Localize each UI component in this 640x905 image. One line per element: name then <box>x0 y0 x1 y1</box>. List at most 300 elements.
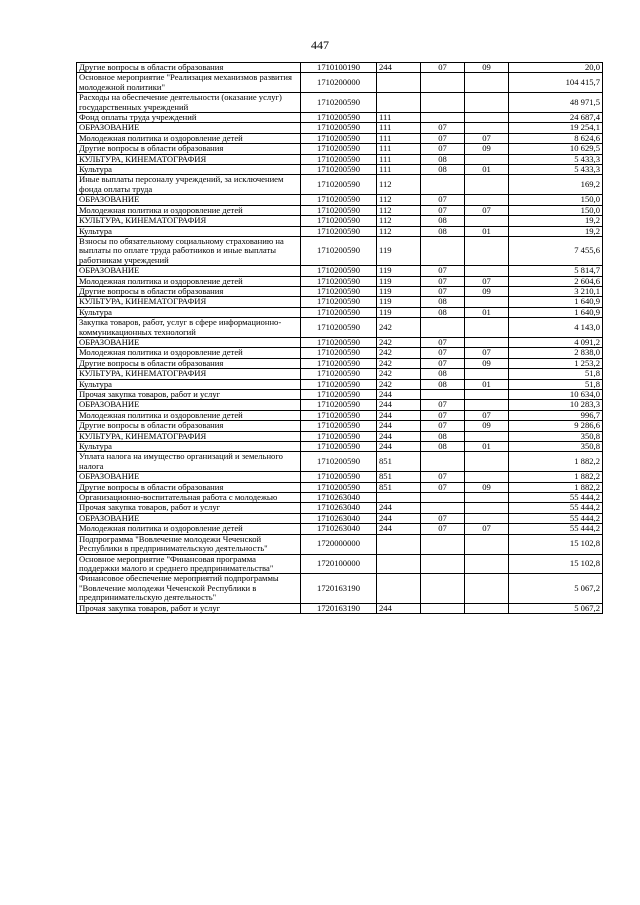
cell-section: 08 <box>421 442 465 452</box>
cell-subsection: 07 <box>465 276 509 286</box>
budget-table <box>76 62 603 614</box>
cell-target-code: 1710200590 <box>301 216 377 226</box>
cell-name: Финансовое обеспечение мероприятий подпрограммы "Вовлечение молодежи Чеченской Республики в предпринимательскую деятельность" <box>77 574 301 603</box>
table-row <box>77 603 603 613</box>
table-row <box>77 524 603 534</box>
cell-target-code: 1710200590 <box>301 123 377 133</box>
cell-amount: 7 455,6 <box>509 236 603 265</box>
cell-name: ОБРАЗОВАНИЕ <box>77 472 301 482</box>
cell-subsection: 09 <box>465 482 509 492</box>
cell-subsection: 01 <box>465 226 509 236</box>
cell-section <box>421 603 465 613</box>
cell-expense-type: 244 <box>377 503 421 513</box>
cell-amount: 350,8 <box>509 442 603 452</box>
cell-name: Подпрограмма "Вовлечение молодежи Чеченской Республики в предпринимательскую деятельность" <box>77 534 301 554</box>
table-row <box>77 452 603 472</box>
table-row <box>77 358 603 368</box>
cell-expense-type: 111 <box>377 165 421 175</box>
page-number: 447 <box>311 38 329 52</box>
cell-amount: 55 444,2 <box>509 524 603 534</box>
cell-name: КУЛЬТУРА, КИНЕМАТОГРАФИЯ <box>77 369 301 379</box>
cell-name: ОБРАЗОВАНИЕ <box>77 400 301 410</box>
budget-table-body <box>77 63 603 614</box>
cell-name: Закупка товаров, работ, услуг в сфере информационно-коммуникационных технологий <box>77 318 301 338</box>
cell-subsection <box>465 400 509 410</box>
cell-name: Другие вопросы в области образования <box>77 421 301 431</box>
table-row <box>77 379 603 389</box>
table-row <box>77 226 603 236</box>
cell-subsection <box>465 175 509 195</box>
cell-name: Иные выплаты персоналу учреждений, за исключением фонда оплаты труда <box>77 175 301 195</box>
cell-amount: 19,2 <box>509 216 603 226</box>
cell-expense-type: 244 <box>377 63 421 73</box>
cell-amount: 1 882,2 <box>509 472 603 482</box>
cell-name: Культура <box>77 165 301 175</box>
cell-subsection <box>465 534 509 554</box>
cell-subsection: 01 <box>465 442 509 452</box>
cell-subsection <box>465 216 509 226</box>
cell-section <box>421 113 465 123</box>
cell-target-code: 1710200590 <box>301 226 377 236</box>
cell-expense-type: 111 <box>377 154 421 164</box>
cell-amount: 4 091,2 <box>509 337 603 347</box>
cell-name: Фонд оплаты труда учреждений <box>77 113 301 123</box>
cell-target-code: 1710200590 <box>301 144 377 154</box>
cell-target-code: 1710200590 <box>301 358 377 368</box>
table-row <box>77 266 603 276</box>
cell-expense-type: 111 <box>377 123 421 133</box>
cell-subsection <box>465 493 509 503</box>
cell-amount: 55 444,2 <box>509 503 603 513</box>
cell-amount: 1 882,2 <box>509 482 603 492</box>
cell-subsection: 01 <box>465 307 509 317</box>
cell-subsection <box>465 154 509 164</box>
cell-section <box>421 73 465 93</box>
cell-section: 07 <box>421 524 465 534</box>
table-row <box>77 348 603 358</box>
cell-amount: 4 143,0 <box>509 318 603 338</box>
cell-name: Молодежная политика и оздоровление детей <box>77 410 301 420</box>
cell-name: Основное мероприятие "Финансовая программа поддержки малого и среднего предпринимательства" <box>77 554 301 574</box>
cell-amount: 10 629,5 <box>509 144 603 154</box>
cell-subsection <box>465 574 509 603</box>
cell-amount: 55 444,2 <box>509 513 603 523</box>
cell-target-code: 1710200590 <box>301 379 377 389</box>
cell-subsection <box>465 503 509 513</box>
cell-name: Прочая закупка товаров, работ и услуг <box>77 603 301 613</box>
cell-section <box>421 554 465 574</box>
cell-expense-type: 242 <box>377 337 421 347</box>
cell-amount: 150,0 <box>509 195 603 205</box>
cell-subsection <box>465 390 509 400</box>
cell-section <box>421 503 465 513</box>
cell-amount: 48 971,5 <box>509 93 603 113</box>
table-row <box>77 236 603 265</box>
cell-expense-type: 244 <box>377 513 421 523</box>
table-row <box>77 369 603 379</box>
cell-amount: 5 433,3 <box>509 154 603 164</box>
table-row <box>77 286 603 296</box>
cell-subsection: 09 <box>465 63 509 73</box>
cell-target-code: 1710263040 <box>301 513 377 523</box>
cell-name: Другие вопросы в области образования <box>77 358 301 368</box>
cell-amount: 1 882,2 <box>509 452 603 472</box>
table-row <box>77 503 603 513</box>
cell-section <box>421 390 465 400</box>
table-row <box>77 276 603 286</box>
cell-target-code: 1710100190 <box>301 63 377 73</box>
cell-section: 07 <box>421 195 465 205</box>
table-row <box>77 337 603 347</box>
cell-amount: 5 433,3 <box>509 165 603 175</box>
table-row <box>77 63 603 73</box>
cell-name: Уплата налога на имущество организаций и земельного налога <box>77 452 301 472</box>
cell-target-code: 1710200590 <box>301 337 377 347</box>
cell-amount: 5 814,7 <box>509 266 603 276</box>
table-row <box>77 175 603 195</box>
cell-name: Другие вопросы в области образования <box>77 63 301 73</box>
cell-section <box>421 493 465 503</box>
table-row <box>77 390 603 400</box>
cell-name: КУЛЬТУРА, КИНЕМАТОГРАФИЯ <box>77 154 301 164</box>
cell-amount: 3 210,1 <box>509 286 603 296</box>
cell-name: ОБРАЗОВАНИЕ <box>77 266 301 276</box>
table-row <box>77 410 603 420</box>
table-row <box>77 442 603 452</box>
cell-amount: 996,7 <box>509 410 603 420</box>
cell-name: Молодежная политика и оздоровление детей <box>77 348 301 358</box>
cell-target-code: 1710200590 <box>301 390 377 400</box>
cell-section <box>421 93 465 113</box>
cell-expense-type: 119 <box>377 297 421 307</box>
cell-subsection <box>465 73 509 93</box>
cell-subsection <box>465 513 509 523</box>
cell-target-code: 1710200590 <box>301 236 377 265</box>
cell-amount: 2 838,0 <box>509 348 603 358</box>
cell-target-code: 1710200590 <box>301 133 377 143</box>
table-row <box>77 513 603 523</box>
cell-name: ОБРАЗОВАНИЕ <box>77 513 301 523</box>
cell-amount: 19 254,1 <box>509 123 603 133</box>
cell-target-code: 1710200590 <box>301 421 377 431</box>
cell-target-code: 1710200590 <box>301 472 377 482</box>
cell-amount: 2 604,6 <box>509 276 603 286</box>
cell-target-code: 1710200590 <box>301 195 377 205</box>
cell-subsection <box>465 266 509 276</box>
cell-expense-type: 119 <box>377 236 421 265</box>
cell-expense-type: 112 <box>377 205 421 215</box>
cell-amount: 55 444,2 <box>509 493 603 503</box>
cell-name: Другие вопросы в области образования <box>77 482 301 492</box>
cell-expense-type: 851 <box>377 482 421 492</box>
cell-target-code: 1710200000 <box>301 73 377 93</box>
cell-subsection <box>465 431 509 441</box>
cell-section: 08 <box>421 369 465 379</box>
cell-amount: 51,8 <box>509 379 603 389</box>
cell-expense-type: 244 <box>377 400 421 410</box>
cell-expense-type: 119 <box>377 276 421 286</box>
cell-target-code: 1710200590 <box>301 369 377 379</box>
cell-section: 07 <box>421 133 465 143</box>
cell-amount: 1 640,9 <box>509 297 603 307</box>
cell-expense-type: 242 <box>377 318 421 338</box>
cell-expense-type: 242 <box>377 348 421 358</box>
cell-name: Молодежная политика и оздоровление детей <box>77 524 301 534</box>
cell-subsection <box>465 554 509 574</box>
cell-amount: 5 067,2 <box>509 574 603 603</box>
cell-expense-type: 851 <box>377 472 421 482</box>
cell-expense-type <box>377 534 421 554</box>
cell-subsection <box>465 452 509 472</box>
cell-name: ОБРАЗОВАНИЕ <box>77 123 301 133</box>
cell-subsection <box>465 297 509 307</box>
cell-amount: 20,0 <box>509 63 603 73</box>
table-row <box>77 318 603 338</box>
table-row <box>77 165 603 175</box>
cell-subsection: 09 <box>465 144 509 154</box>
cell-target-code: 1710200590 <box>301 307 377 317</box>
cell-expense-type: 111 <box>377 113 421 123</box>
table-row <box>77 113 603 123</box>
cell-expense-type: 111 <box>377 144 421 154</box>
cell-section: 07 <box>421 286 465 296</box>
cell-target-code: 1710200590 <box>301 175 377 195</box>
cell-expense-type: 244 <box>377 390 421 400</box>
table-row <box>77 472 603 482</box>
cell-section: 08 <box>421 226 465 236</box>
cell-expense-type: 119 <box>377 307 421 317</box>
cell-name: Молодежная политика и оздоровление детей <box>77 276 301 286</box>
cell-section: 07 <box>421 276 465 286</box>
cell-expense-type: 244 <box>377 410 421 420</box>
cell-amount: 15 102,8 <box>509 554 603 574</box>
cell-subsection <box>465 603 509 613</box>
cell-amount: 10 634,0 <box>509 390 603 400</box>
cell-subsection: 07 <box>465 205 509 215</box>
cell-target-code: 1710200590 <box>301 410 377 420</box>
cell-target-code: 1710200590 <box>301 266 377 276</box>
cell-amount: 1 640,9 <box>509 307 603 317</box>
cell-amount: 150,0 <box>509 205 603 215</box>
table-row <box>77 195 603 205</box>
cell-section: 07 <box>421 410 465 420</box>
cell-target-code: 1720000000 <box>301 534 377 554</box>
cell-target-code: 1710200590 <box>301 165 377 175</box>
cell-section <box>421 318 465 338</box>
cell-section: 08 <box>421 297 465 307</box>
cell-subsection <box>465 113 509 123</box>
cell-target-code: 1710200590 <box>301 93 377 113</box>
cell-section: 07 <box>421 472 465 482</box>
cell-target-code: 1710263040 <box>301 503 377 513</box>
cell-section: 07 <box>421 358 465 368</box>
table-row <box>77 297 603 307</box>
cell-amount: 15 102,8 <box>509 534 603 554</box>
cell-subsection <box>465 318 509 338</box>
cell-subsection: 07 <box>465 410 509 420</box>
cell-amount: 5 067,2 <box>509 603 603 613</box>
cell-name: КУЛЬТУРА, КИНЕМАТОГРАФИЯ <box>77 297 301 307</box>
cell-section: 07 <box>421 205 465 215</box>
cell-target-code: 1710200590 <box>301 400 377 410</box>
cell-target-code: 1710200590 <box>301 348 377 358</box>
cell-expense-type: 244 <box>377 421 421 431</box>
cell-section: 07 <box>421 400 465 410</box>
cell-subsection <box>465 337 509 347</box>
table-row <box>77 482 603 492</box>
cell-section: 07 <box>421 123 465 133</box>
table-row <box>77 431 603 441</box>
cell-amount: 51,8 <box>509 369 603 379</box>
cell-amount: 8 624,6 <box>509 133 603 143</box>
cell-amount: 104 415,7 <box>509 73 603 93</box>
cell-name: Культура <box>77 307 301 317</box>
cell-name: КУЛЬТУРА, КИНЕМАТОГРАФИЯ <box>77 431 301 441</box>
cell-name: ОБРАЗОВАНИЕ <box>77 195 301 205</box>
cell-name: Другие вопросы в области образования <box>77 286 301 296</box>
cell-name: Культура <box>77 379 301 389</box>
cell-name: Молодежная политика и оздоровление детей <box>77 205 301 215</box>
cell-section: 08 <box>421 165 465 175</box>
cell-amount: 1 253,2 <box>509 358 603 368</box>
cell-subsection <box>465 93 509 113</box>
cell-amount: 10 283,3 <box>509 400 603 410</box>
cell-subsection <box>465 472 509 482</box>
cell-subsection: 07 <box>465 133 509 143</box>
table-row <box>77 123 603 133</box>
cell-expense-type <box>377 554 421 574</box>
cell-name: Организационно-воспитательная работа с молодежью <box>77 493 301 503</box>
cell-target-code: 1710263040 <box>301 524 377 534</box>
cell-target-code: 1710200590 <box>301 205 377 215</box>
cell-expense-type <box>377 93 421 113</box>
cell-expense-type: 244 <box>377 442 421 452</box>
cell-section <box>421 574 465 603</box>
cell-name: Прочая закупка товаров, работ и услуг <box>77 390 301 400</box>
cell-name: Культура <box>77 226 301 236</box>
cell-target-code: 1710200590 <box>301 286 377 296</box>
table-row <box>77 205 603 215</box>
cell-expense-type: 242 <box>377 379 421 389</box>
cell-name: Другие вопросы в области образования <box>77 144 301 154</box>
cell-expense-type: 119 <box>377 286 421 296</box>
table-row <box>77 133 603 143</box>
cell-expense-type <box>377 493 421 503</box>
cell-expense-type: 112 <box>377 195 421 205</box>
cell-expense-type: 242 <box>377 358 421 368</box>
cell-target-code: 1710200590 <box>301 482 377 492</box>
cell-subsection: 01 <box>465 165 509 175</box>
cell-name: Культура <box>77 442 301 452</box>
table-row <box>77 73 603 93</box>
cell-section: 07 <box>421 482 465 492</box>
cell-name: Взносы по обязательному социальному страхованию на выплаты по оплате труда работников и иные выплаты работникам учреждений <box>77 236 301 265</box>
cell-amount: 350,8 <box>509 431 603 441</box>
table-row <box>77 554 603 574</box>
cell-target-code: 1710200590 <box>301 154 377 164</box>
cell-target-code: 1710200590 <box>301 442 377 452</box>
cell-expense-type: 244 <box>377 524 421 534</box>
cell-subsection: 09 <box>465 421 509 431</box>
cell-name: ОБРАЗОВАНИЕ <box>77 337 301 347</box>
cell-target-code: 1710263040 <box>301 493 377 503</box>
table-row <box>77 216 603 226</box>
cell-subsection <box>465 369 509 379</box>
cell-subsection: 01 <box>465 379 509 389</box>
cell-section: 07 <box>421 337 465 347</box>
table-row <box>77 574 603 603</box>
cell-expense-type: 111 <box>377 133 421 143</box>
cell-target-code: 1720100000 <box>301 554 377 574</box>
cell-section: 08 <box>421 431 465 441</box>
cell-target-code: 1710200590 <box>301 431 377 441</box>
cell-amount: 9 286,6 <box>509 421 603 431</box>
table-row <box>77 534 603 554</box>
cell-expense-type: 119 <box>377 266 421 276</box>
cell-expense-type: 112 <box>377 216 421 226</box>
cell-section: 07 <box>421 144 465 154</box>
cell-subsection <box>465 236 509 265</box>
cell-section: 07 <box>421 513 465 523</box>
table-row <box>77 421 603 431</box>
cell-expense-type <box>377 73 421 93</box>
cell-expense-type: 244 <box>377 431 421 441</box>
cell-target-code: 1710200590 <box>301 318 377 338</box>
cell-subsection: 09 <box>465 286 509 296</box>
table-row <box>77 400 603 410</box>
cell-subsection: 09 <box>465 358 509 368</box>
cell-target-code: 1720163190 <box>301 603 377 613</box>
cell-target-code: 1710200590 <box>301 113 377 123</box>
table-row <box>77 93 603 113</box>
cell-expense-type: 244 <box>377 603 421 613</box>
table-row <box>77 493 603 503</box>
cell-section <box>421 236 465 265</box>
cell-name: Расходы на обеспечение деятельности (оказание услуг) государственных учреждений <box>77 93 301 113</box>
cell-section: 08 <box>421 379 465 389</box>
cell-section: 08 <box>421 216 465 226</box>
cell-section: 07 <box>421 63 465 73</box>
cell-amount: 169,2 <box>509 175 603 195</box>
cell-name: Прочая закупка товаров, работ и услуг <box>77 503 301 513</box>
cell-target-code: 1720163190 <box>301 574 377 603</box>
cell-section: 07 <box>421 348 465 358</box>
cell-section <box>421 534 465 554</box>
cell-subsection: 07 <box>465 524 509 534</box>
cell-expense-type: 112 <box>377 175 421 195</box>
table-row <box>77 154 603 164</box>
cell-section <box>421 452 465 472</box>
cell-expense-type: 242 <box>377 369 421 379</box>
cell-section: 07 <box>421 266 465 276</box>
cell-subsection: 07 <box>465 348 509 358</box>
cell-name: Основное мероприятие "Реализация механизмов развития молодежной политики" <box>77 73 301 93</box>
table-row <box>77 307 603 317</box>
cell-name: КУЛЬТУРА, КИНЕМАТОГРАФИЯ <box>77 216 301 226</box>
cell-amount: 19,2 <box>509 226 603 236</box>
cell-target-code: 1710200590 <box>301 276 377 286</box>
cell-subsection <box>465 123 509 133</box>
cell-subsection <box>465 195 509 205</box>
cell-target-code: 1710200590 <box>301 297 377 307</box>
cell-expense-type: 851 <box>377 452 421 472</box>
cell-section: 07 <box>421 421 465 431</box>
cell-amount: 24 687,4 <box>509 113 603 123</box>
cell-section: 08 <box>421 307 465 317</box>
cell-section: 08 <box>421 154 465 164</box>
cell-name: Молодежная политика и оздоровление детей <box>77 133 301 143</box>
cell-section <box>421 175 465 195</box>
